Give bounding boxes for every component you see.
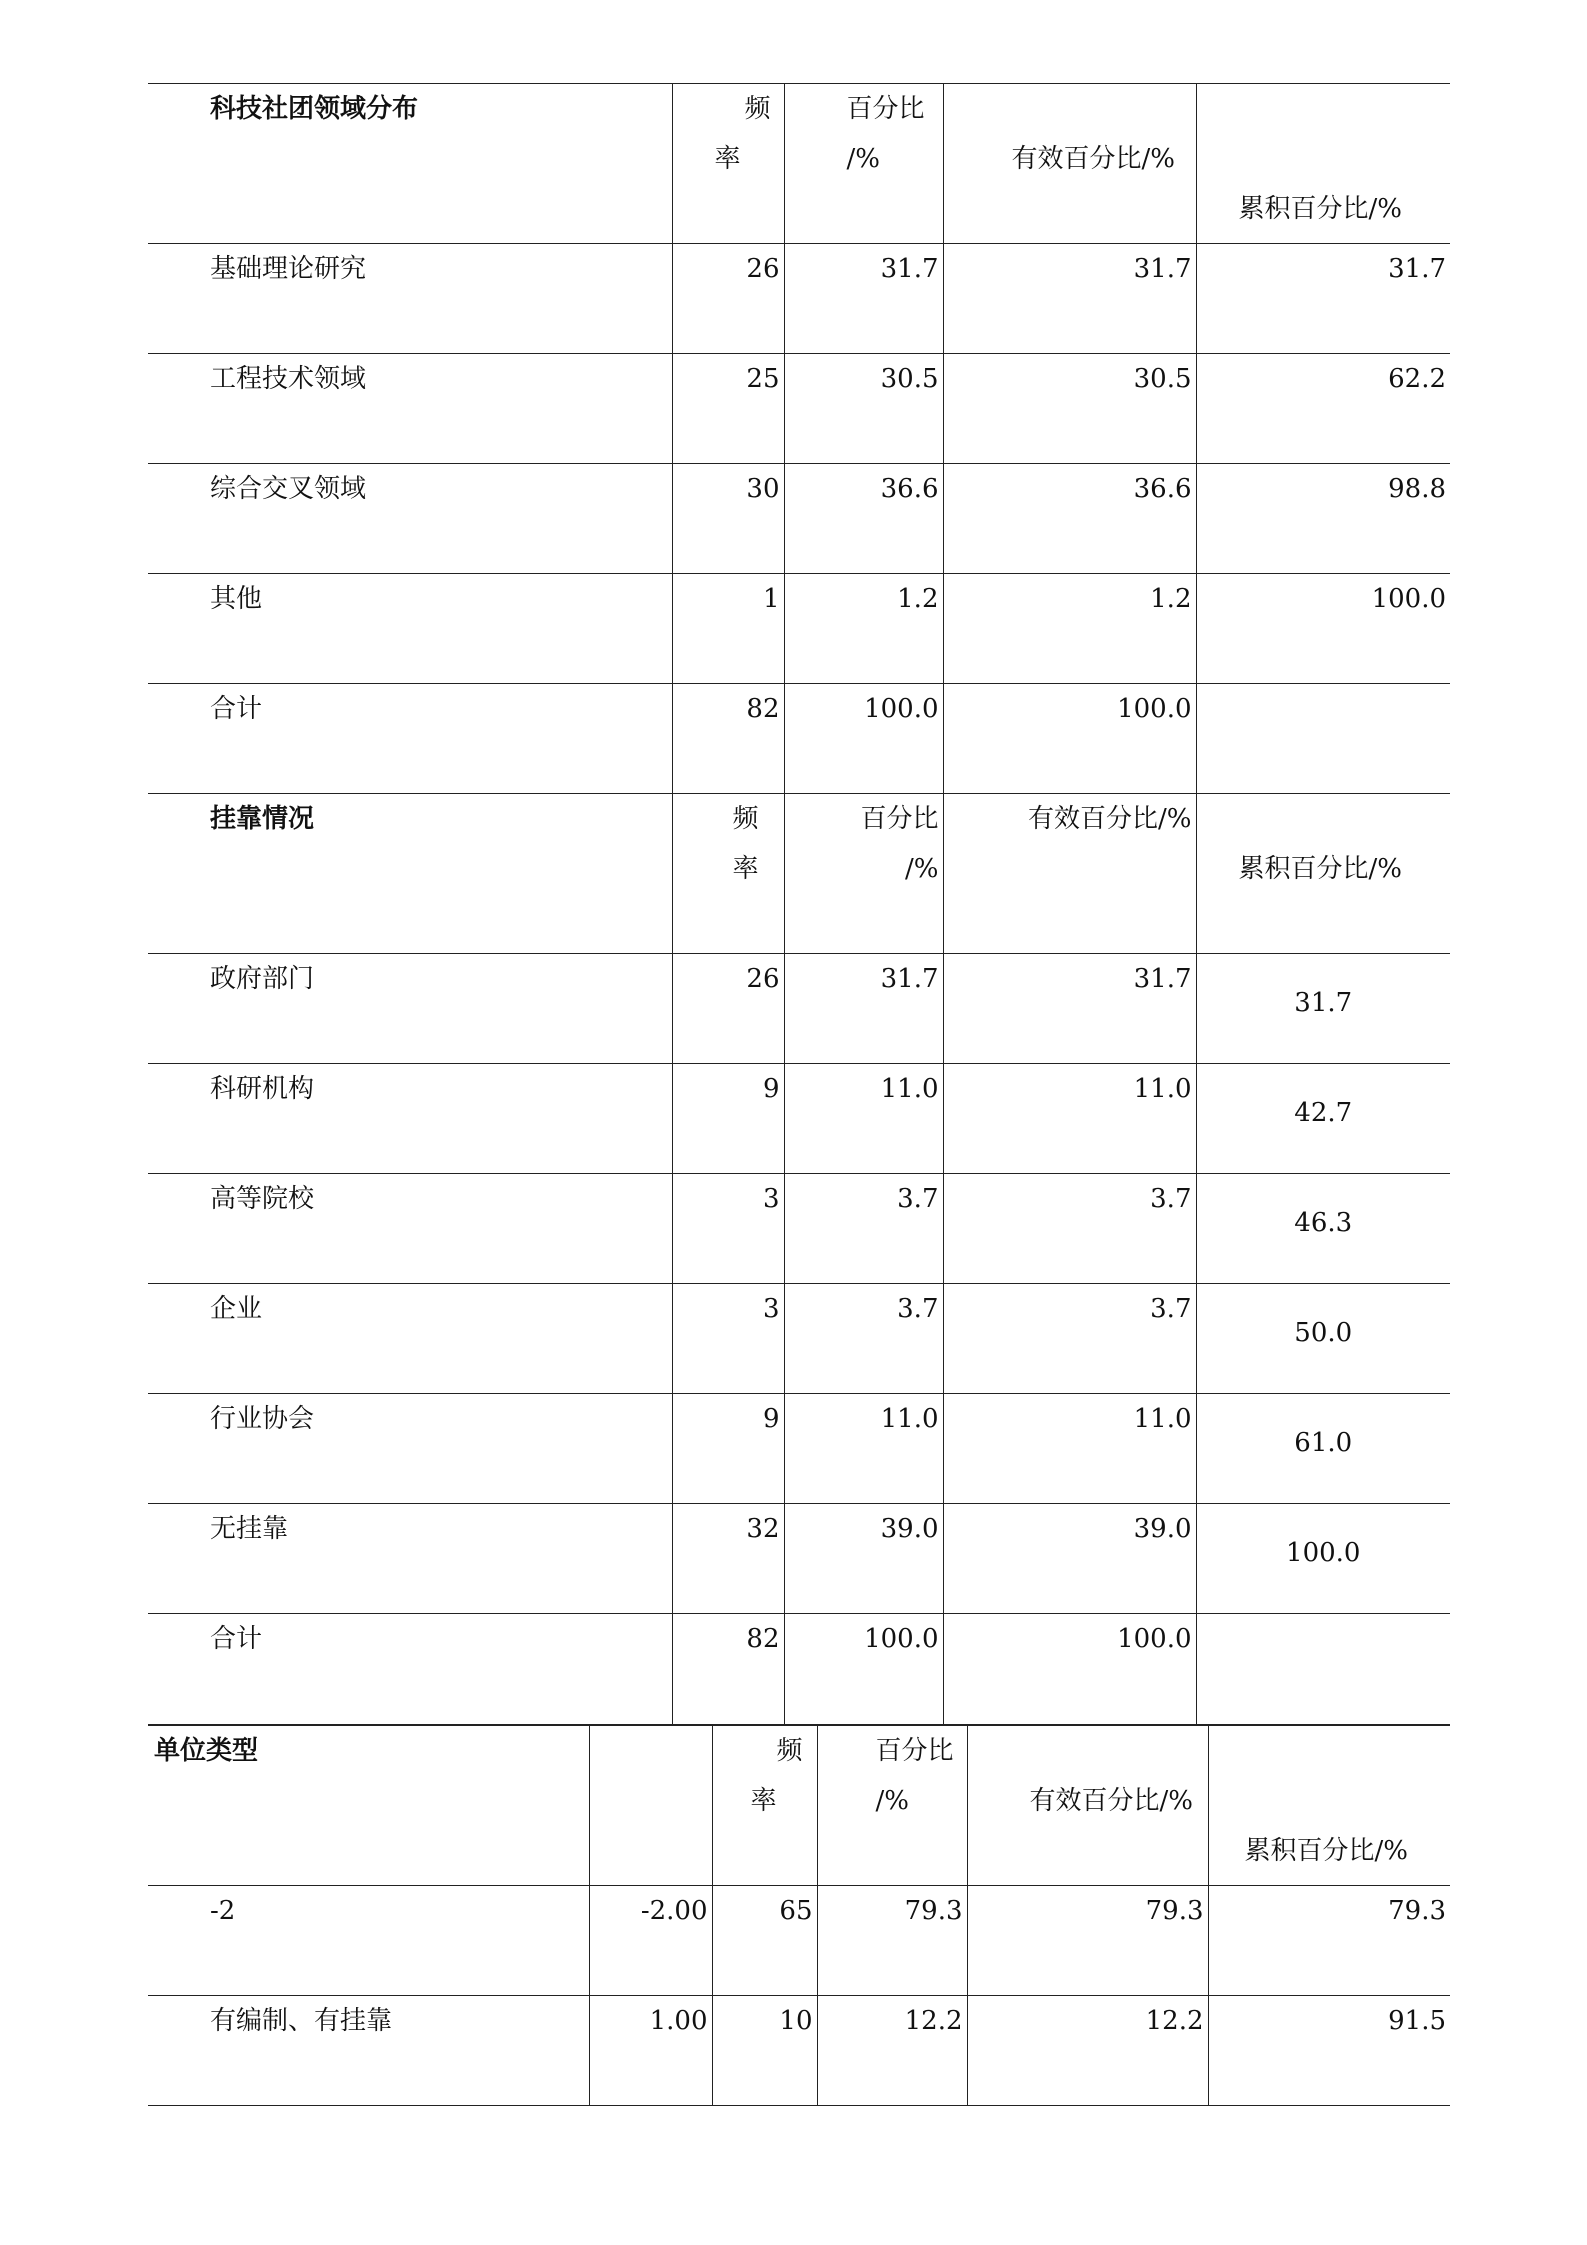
header-percent: 百分比 /% (784, 84, 943, 244)
table-row: 政府部门 26 31.7 31.7 31.7 (148, 954, 1450, 1064)
header-percent: 百分比 /% (784, 794, 943, 954)
table-header (148, 84, 1450, 244)
table-row: 其他 1 1.2 1.2 100.0 (148, 574, 1450, 684)
table-row: 科研机构 9 11.0 11.0 42.7 (148, 1064, 1450, 1174)
table-row-total: 合计 82 100.0 100.0 (148, 1614, 1450, 1724)
table-title: 单位类型 (148, 1725, 589, 1885)
table-row-total: 合计 82 100.0 100.0 (148, 684, 1450, 794)
table-title: 挂靠情况 (148, 794, 672, 954)
header-cumulative-percent: 累积百分比/% (1208, 1725, 1450, 1885)
header-code (589, 1725, 712, 1885)
table-row: 行业协会 9 11.0 11.0 61.0 (148, 1394, 1450, 1504)
header-valid-percent: 有效百分比/% (967, 1725, 1208, 1885)
table-row: 综合交叉领域 30 36.6 36.6 98.8 (148, 464, 1450, 574)
table-row: 高等院校 3 3.7 3.7 46.3 (148, 1174, 1450, 1284)
table-row: 企业 3 3.7 3.7 50.0 (148, 1284, 1450, 1394)
table-row: 有编制、有挂靠 1.00 10 12.2 12.2 91.5 (148, 1995, 1450, 2105)
table-title: 科技社团领域分布 (148, 84, 672, 244)
table-unit-type (148, 1724, 1450, 2106)
header-percent: 百分比 /% (817, 1725, 967, 1885)
header-frequency: 频 率 (712, 1725, 817, 1885)
table-header (148, 1725, 1450, 1885)
table-affiliation (148, 793, 1450, 1724)
table-row: 无挂靠 32 39.0 39.0 100.0 (148, 1504, 1450, 1614)
header-valid-percent: 有效百分比/% (943, 84, 1196, 244)
table-field-distribution (148, 83, 1450, 794)
header-frequency: 频 率 (672, 84, 784, 244)
header-cumulative-percent: 累积百分比/% (1196, 84, 1450, 244)
header-frequency: 频 率 (672, 794, 784, 954)
table-row: 工程技术领域 25 30.5 30.5 62.2 (148, 354, 1450, 464)
table-row: -2 -2.00 65 79.3 79.3 79.3 (148, 1885, 1450, 1995)
header-cumulative-percent: 累积百分比/% (1196, 794, 1450, 954)
header-valid-percent: 有效百分比/% (943, 794, 1196, 954)
table-row: 基础理论研究 26 31.7 31.7 31.7 (148, 244, 1450, 354)
table-header (148, 794, 1450, 954)
